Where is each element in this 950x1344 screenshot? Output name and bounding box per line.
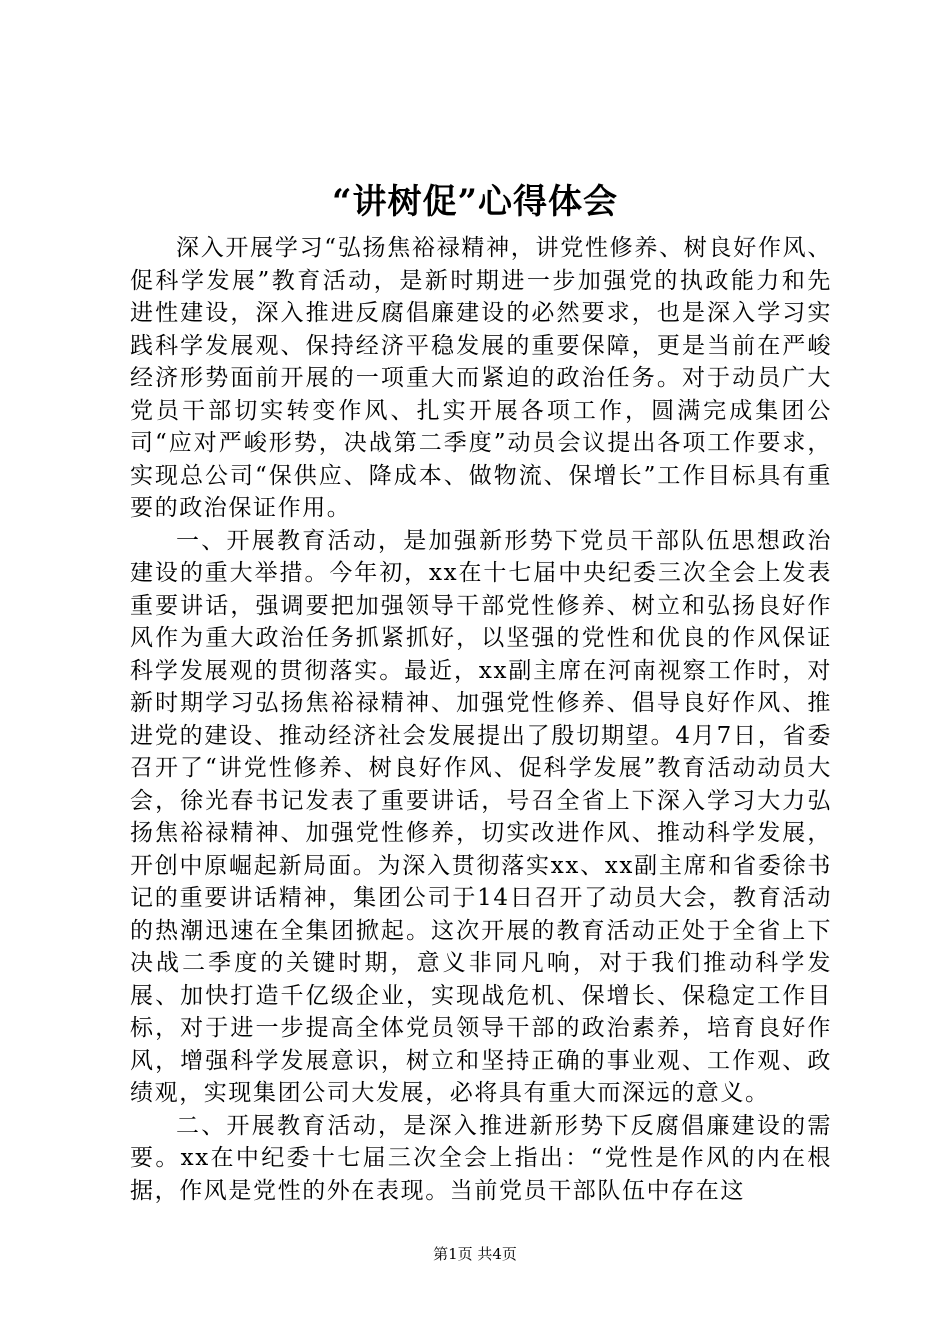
paragraph-section-two: 二、开展教育活动，是深入推进新形势下反腐倡廉建设的需要。xx在中纪委十七届三次全会上指出：“党性是作风的内在根据，作风是党性的外在表现。当前党员干部队伍中存在这 (130, 1112, 832, 1204)
document-title: “讲树促”心得体会 (331, 182, 619, 222)
page-number-footer: 第1页 共4页 (433, 1245, 517, 1263)
paragraph-intro: 深入开展学习“弘扬焦裕禄精神，讲党性修养、树良好作风、促科学发展”教育活动，是新时期进一步加强党的执政能力和先进性建设，深入推进反腐倡廉建设的必然要求，也是深入学习实践科学发展观、保持经济平稳发展的重要保障，更是当前在严峻经济形势面前开展的一项重大而紧迫的政治任务。对于动员广大党员干部切实转变作风、扎实开展各项工作，圆满完成集团公司“应对严峻形势，决战第二季度”动员会议提出各项工作要求，实现总公司“保供应、降成本、做物流、保增长”工作目标具有重要的政治保证作用。 (130, 235, 832, 521)
paragraph-section-one: 一、开展教育活动，是加强新形势下党员干部队伍思想政治建设的重大举措。今年初，xx在十七届中央纪委三次全会上发表重要讲话，强调要把加强领导干部党性修养、树立和弘扬良好作风作为重大政治任务抓紧抓好，以坚强的党性和优良的作风保证科学发展观的贯彻落实。最近，xx副主席在河南视察工作时，对新时期学习弘扬焦裕禄精神、加强党性修养、倡导良好作风、推进党的建设、推动经济社会发展提出了殷切期望。4月7日，省委召开了“讲党性修养、树良好作风、促科学发展”教育活动动员大会，徐光春书记发表了重要讲话，号召全省上下深入学习大力弘扬焦裕禄精神、加强党性修养，切实改进作风、推动科学发展，开创中原崛起新局面。为深入贯彻落实xx、xx副主席和省委徐书记的重要讲话精神，集团公司于14日召开了动员大会，教育活动的热潮迅速在全集团掀起。这次开展的教育活动正处于全省上下决战二季度的关键时期，意义非同凡响，对于我们推动科学发展、加快打造千亿级企业，实现战危机、保增长、保稳定工作目标，对于进一步提高全体党员领导干部的政治素养，培育良好作风，增强科学发展意识，树立和坚持正确的事业观、工作观、政绩观，实现集团公司大发展，必将具有重大而深远的意义。 (130, 527, 832, 1106)
document-body (130, 232, 832, 1207)
